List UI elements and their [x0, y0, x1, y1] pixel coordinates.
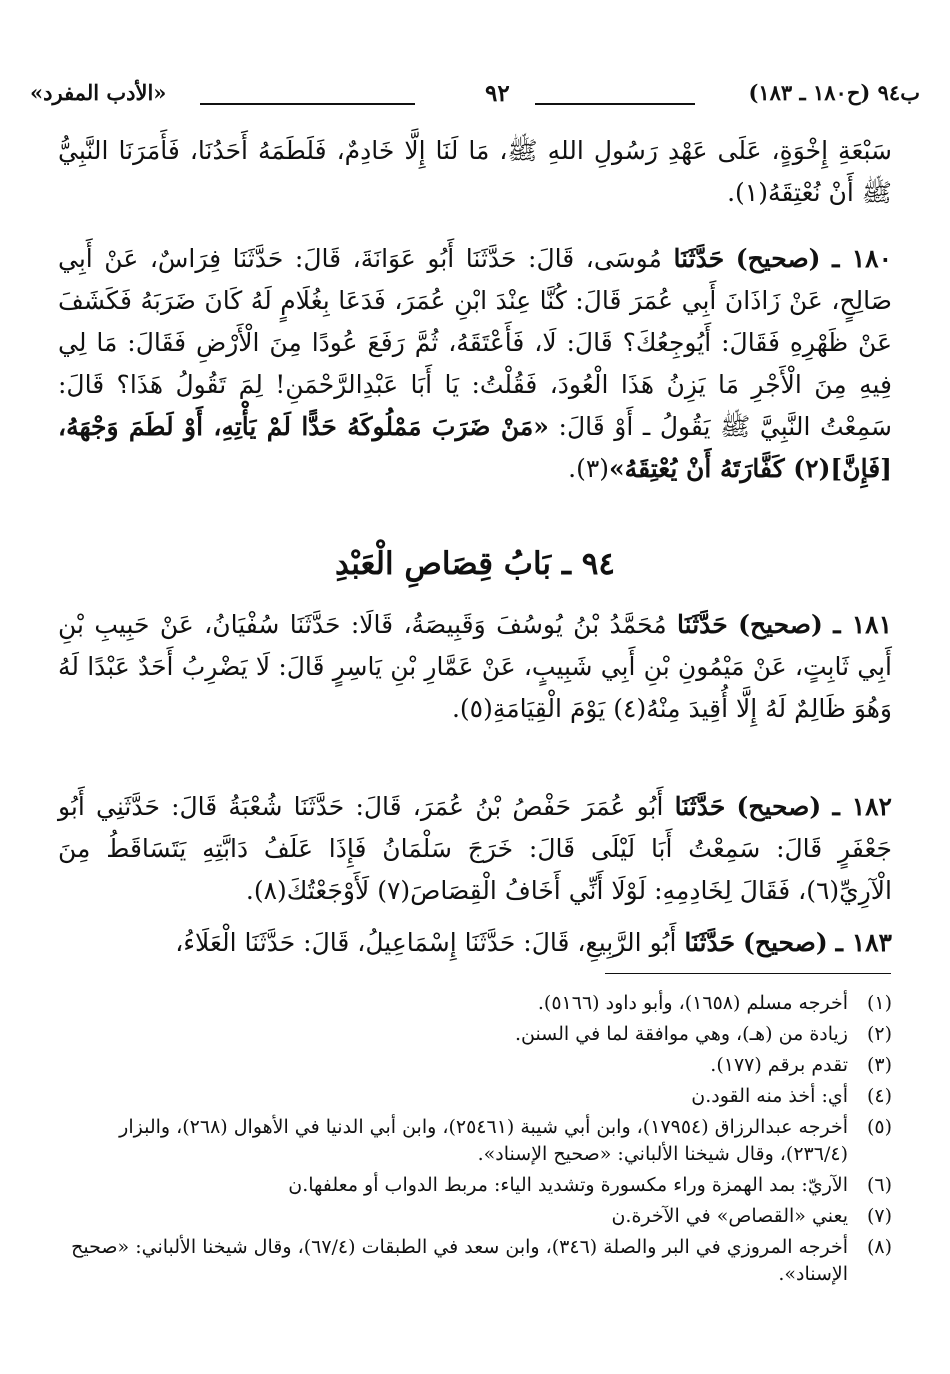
header-rule-left — [200, 103, 415, 105]
hadith-quote: «مَنْ ضَرَبَ مَمْلُوكَهُ حَدًّا لَمْ يَأْتِهِ، أَوْ لَطَمَ وَجْهَهُ، [فَإِنَّ](٢) كَفَّارَتَهُ أَنْ يُعْتِقَهُ» — [58, 412, 892, 483]
haddathana: حَدَّثَنَا — [677, 610, 728, 639]
hadith-end: (٣). — [568, 454, 610, 483]
footnote-number: (٤) — [866, 1085, 892, 1107]
page-number: ٩٢ — [485, 80, 510, 107]
footnote-text: تقدم برقم (١٧٧). — [710, 1054, 848, 1076]
hadith-180 — [58, 238, 892, 490]
footnote — [52, 1234, 892, 1288]
hadith-183 — [58, 922, 892, 964]
footnote-separator — [605, 973, 891, 974]
haddathana: حَدَّثَنَا — [673, 244, 725, 273]
footnote-number: (١) — [866, 992, 892, 1014]
footnote-number: (٨) — [866, 1236, 892, 1258]
hadith-grade: (صحيح) — [736, 792, 822, 821]
footnote — [52, 1083, 892, 1110]
footnote-number: (٧) — [866, 1205, 892, 1227]
haddathana: حَدَّثَنَا — [684, 928, 736, 957]
footnote-text: زيادة من (هـ)، وهي موافقة لما في السنن. — [514, 1023, 848, 1045]
footnote-text: الآريّ: بمد الهمزة وراء مكسورة وتشديد الياء: مربط الدواب أو معلفها.ن — [288, 1174, 848, 1196]
footnote — [52, 1114, 892, 1168]
footnote-number: (٦) — [866, 1174, 892, 1196]
footnote — [52, 1172, 892, 1199]
footnote — [52, 1052, 892, 1079]
hadith-text: مُحَمَّدُ بْنُ يُوسُفَ وَقَبِيصَةُ، قَالَا: حَدَّثَنَا سُفْيَانُ، عَنْ حَبِيبِ بْنِ أَبِي ثَابِتٍ، عَنْ مَيْمُونِ بْنِ أَبِي شَبِيبٍ، عَنْ عَمَّارِ بْنِ يَاسِرٍ قَالَ: لَا يَضْرِبُ أَحَدٌ عَبْدًا لَهُ وَهُوَ ظَالِمٌ لَهُ إِلَّا أُقِيدَ مِنْهُ(٤) يَوْمَ الْقِيَامَةِ(٥). — [58, 610, 892, 723]
footnote-text: أخرجه المروزي في البر والصلة (٣٤٦)، وابن سعد في الطبقات (٦٧/٤)، وقال شيخنا الألباني: «صحيح الإسناد». — [71, 1236, 848, 1285]
hadith-number: ١٨٢ ـ — [832, 792, 892, 821]
paragraph-continuation — [58, 130, 892, 214]
page-header — [30, 80, 920, 114]
hadith-number: ١٨٠ ـ — [832, 244, 893, 273]
footnote — [52, 990, 892, 1017]
hadith-text: مُوسَى، قَالَ: حَدَّثَنَا أَبُو عَوَانَةَ، قَالَ: حَدَّثَنَا فِرَاسٌ، عَنْ أَبِي صَالِحٍ، عَنْ زَاذَانَ أَبِي عُمَرَ قَالَ: كُنَّا عِنْدَ ابْنِ عُمَرَ، فَدَعَا بِغُلَامٍ لَهُ كَانَ ضَرَبَهُ فَكَشَفَ عَنْ ظَهْرِهِ فَقَالَ: أَيُوجِعُكَ؟ قَالَ: لَا، فَأَعْتَقَهُ، ثُمَّ رَفَعَ عُودًا مِنَ الْأَرْضِ فَقَالَ: مَا لِي فِيهِ مِنَ الْأَجْرِ مَا يَزِنُ هَذَا الْعُودَ، فَقُلْتُ: يَا أَبَا عَبْدِالرَّحْمَنِ! لِمَ تَقُولُ هَذَا؟ قَالَ: سَمِعْتُ النَّبِيَّ ﷺ يَقُولُ ـ أَوْ قَالَ: — [58, 244, 893, 441]
hadith-182 — [58, 786, 892, 912]
hadith-grade: (صحيح) — [743, 928, 828, 957]
chapter-title: ٩٤ ـ بَابُ قِصَاصِ الْعَبْدِ — [334, 546, 616, 582]
footnote-number: (٢) — [866, 1023, 892, 1045]
footnote — [52, 1203, 892, 1230]
footnote-number: (٣) — [866, 1054, 892, 1076]
paragraph-text: سَبْعَةِ إِخْوَةٍ، عَلَى عَهْدِ رَسُولِ اللهِ ﷺ، مَا لَنَا إِلَّا خَادِمٌ، فَلَطَمَهُ أَحَدُنَا، فَأَمَرَنَا النَّبِيُّ ﷺ أَنْ نُعْتِقَهُ(١). — [58, 136, 892, 207]
footnote-text: أي: أخذ منه القود.ن — [691, 1085, 848, 1107]
footnote-text: أخرجه عبدالرزاق (١٧٩٥٤)، وابن أبي شيبة (٢٥٤٦١)، وابن أبي الدنيا في الأهوال (٢٦٨)، والبزار (٢٣٦/٤)، وقال شيخنا الألباني: «صحيح الإسناد». — [119, 1116, 848, 1165]
header-chapter-ref: ب٩٤ (ح١٨٠ ـ ١٨٣) — [748, 80, 920, 105]
header-rule-right — [535, 103, 695, 105]
hadith-number: ١٨١ ـ — [833, 610, 893, 639]
footnote-text: يعني «القصاص» في الآخرة.ن — [611, 1205, 848, 1227]
footnote — [52, 1021, 892, 1048]
hadith-number: ١٨٣ ـ — [835, 928, 892, 957]
hadith-text: أَبُو عُمَرَ حَفْصُ بْنُ عُمَرَ، قَالَ: حَدَّثَنَا شُعْبَةُ قَالَ: حَدَّثَنِي أَبُو جَعْفَرٍ قَالَ: سَمِعْتُ أَبَا لَيْلَى قَالَ: خَرَجَ سَلْمَانُ فَإِذَا عَلَفُ دَابَّتِهِ يَتَسَاقَطُ مِنَ الْآرِيِّ(٦)، فَقَالَ لِخَادِمِهِ: لَوْلَا أَنِّي أَخَافُ الْقِصَاصَ(٧) لَأَوْجَعْتُكَ(٨). — [58, 792, 892, 905]
footnote-text: أخرجه مسلم (١٦٥٨)، وأبو داود (٥١٦٦). — [537, 992, 848, 1014]
header-book-title: «الأدب المفرد» — [30, 80, 167, 105]
hadith-grade: (صحيح) — [738, 610, 823, 639]
hadith-181 — [58, 604, 892, 730]
hadith-text: أَبُو الرَّبِيعِ، قَالَ: حَدَّثَنَا إِسْمَاعِيلُ، قَالَ: حَدَّثَنَا الْعَلَاءُ، — [175, 928, 677, 957]
footnote-number: (٥) — [866, 1116, 892, 1138]
hadith-grade: (صحيح) — [735, 244, 821, 273]
footnotes — [52, 990, 892, 1292]
haddathana: حَدَّثَنَا — [674, 792, 726, 821]
